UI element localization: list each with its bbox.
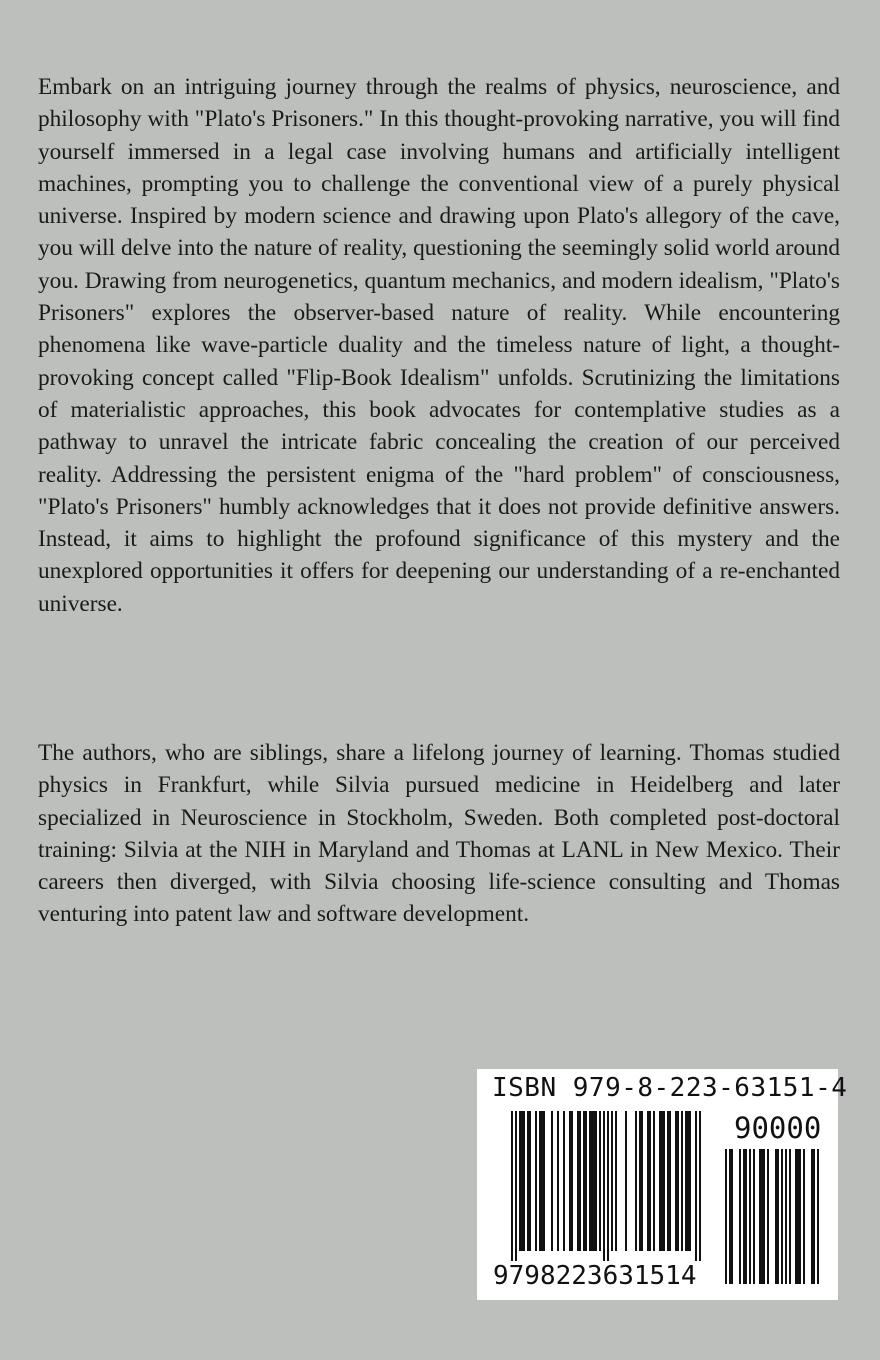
ean-bar-12 [589, 1111, 597, 1251]
addon-bar-1 [729, 1149, 733, 1284]
addon-bar-9 [781, 1149, 783, 1284]
ean-bar-23 [659, 1111, 665, 1251]
addon-bars [725, 1149, 825, 1284]
addon-bar-15 [817, 1149, 819, 1284]
addon-bar-13 [803, 1149, 805, 1284]
ean-bar-10 [577, 1111, 581, 1251]
addon-bar-10 [785, 1149, 787, 1284]
ean-bar-14 [603, 1111, 605, 1261]
addon-bar-11 [789, 1149, 791, 1284]
ean-bar-22 [653, 1111, 655, 1251]
ean-bar-2 [519, 1111, 525, 1251]
ean-bar-4 [535, 1111, 537, 1251]
ean-bar-6 [551, 1111, 553, 1251]
ean-bar-18 [625, 1111, 627, 1251]
ean-bar-28 [695, 1111, 697, 1261]
ean-bar-20 [639, 1111, 643, 1251]
ean-bar-26 [681, 1111, 683, 1251]
ean-digits: 9798223631514 [493, 1261, 697, 1291]
ean-bar-15 [607, 1111, 609, 1261]
author-bio: The authors, who are siblings, share a lifelong journey of learning. Thomas studied physics in Frankfurt, while Silvia pursued medicine in Heidelberg and later specialized in Neuroscience in Stockholm, Sweden. Both completed post-doctoral training: Silvia at the NIH in Maryland and Thomas at LANL in New Mexico. Their careers then diverged, with Silvia choosing life-science consulting and Thomas venturing into patent law and software development. [38, 740, 840, 928]
ean-bar-8 [563, 1111, 565, 1251]
addon-bar-14 [811, 1149, 815, 1284]
ean-bar-27 [685, 1111, 691, 1251]
ean-bar-0 [511, 1111, 513, 1261]
addon-bar-4 [749, 1149, 751, 1284]
ean-bar-7 [557, 1111, 559, 1251]
addon-bar-7 [767, 1149, 769, 1284]
addon-bar-5 [753, 1149, 755, 1284]
addon-bar-8 [775, 1149, 779, 1284]
ean-bar-24 [667, 1111, 671, 1251]
ean-bar-5 [539, 1111, 545, 1251]
addon-bar-12 [795, 1149, 801, 1284]
isbn-label: ISBN 979-8-223-63151-4 [492, 1073, 848, 1103]
book-description: Embark on an intriguing journey through the realms of physics, neuroscience, and philosophy with "Plato's Prisoners." In this thought-provoking narrative, you will find yourself immersed in a legal case involving humans and artificially intelligent machines, prompting you to challenge the conventional view of a purely physical universe. Inspired by modern science and drawing upon Plato's allegory of the cave, you will delve into the nature of reality, questioning the seemingly solid world around you. Drawing from neurogenetics, quantum mechanics, and modern idealism, "Plato's Prisoners" explores the observer-based nature of reality. While encountering phenomena like wave-particle duality and the timeless nature of light, a thought-provoking concept called "Flip-Book Idealism" unfolds. Scrutinizing the limitations of materialistic approaches, this book advocates for contemplative studies as a pathway to unravel the intricate fabric concealing the creation of our perceived reality. Addressing the persistent enigma of the "hard problem" of consciousness, "Plato's Prisoners" humbly acknowledges that it does not provide definitive answers. Instead, it aims to highlight the profound significance of this mystery and the unexplored opportunities it offers for deepening our understanding of a re-enchanted universe. [38, 74, 840, 617]
ean-bar-1 [515, 1111, 517, 1261]
price-code: 90000 [734, 1111, 822, 1145]
ean-bars [511, 1111, 721, 1261]
isbn-barcode [477, 1069, 848, 1300]
ean-bar-29 [699, 1111, 701, 1261]
addon-bar-3 [743, 1149, 747, 1284]
ean-bar-17 [615, 1111, 617, 1251]
ean-bar-11 [583, 1111, 587, 1251]
ean-bar-9 [569, 1111, 573, 1251]
addon-bar-6 [759, 1149, 765, 1284]
addon-bar-0 [725, 1149, 727, 1284]
addon-bar-2 [739, 1149, 741, 1284]
ean-bar-16 [611, 1111, 613, 1251]
ean-bar-13 [599, 1111, 601, 1251]
ean-bar-19 [635, 1111, 637, 1251]
ean-bar-25 [675, 1111, 679, 1251]
ean-bar-3 [527, 1111, 531, 1251]
ean-bar-21 [647, 1111, 651, 1251]
